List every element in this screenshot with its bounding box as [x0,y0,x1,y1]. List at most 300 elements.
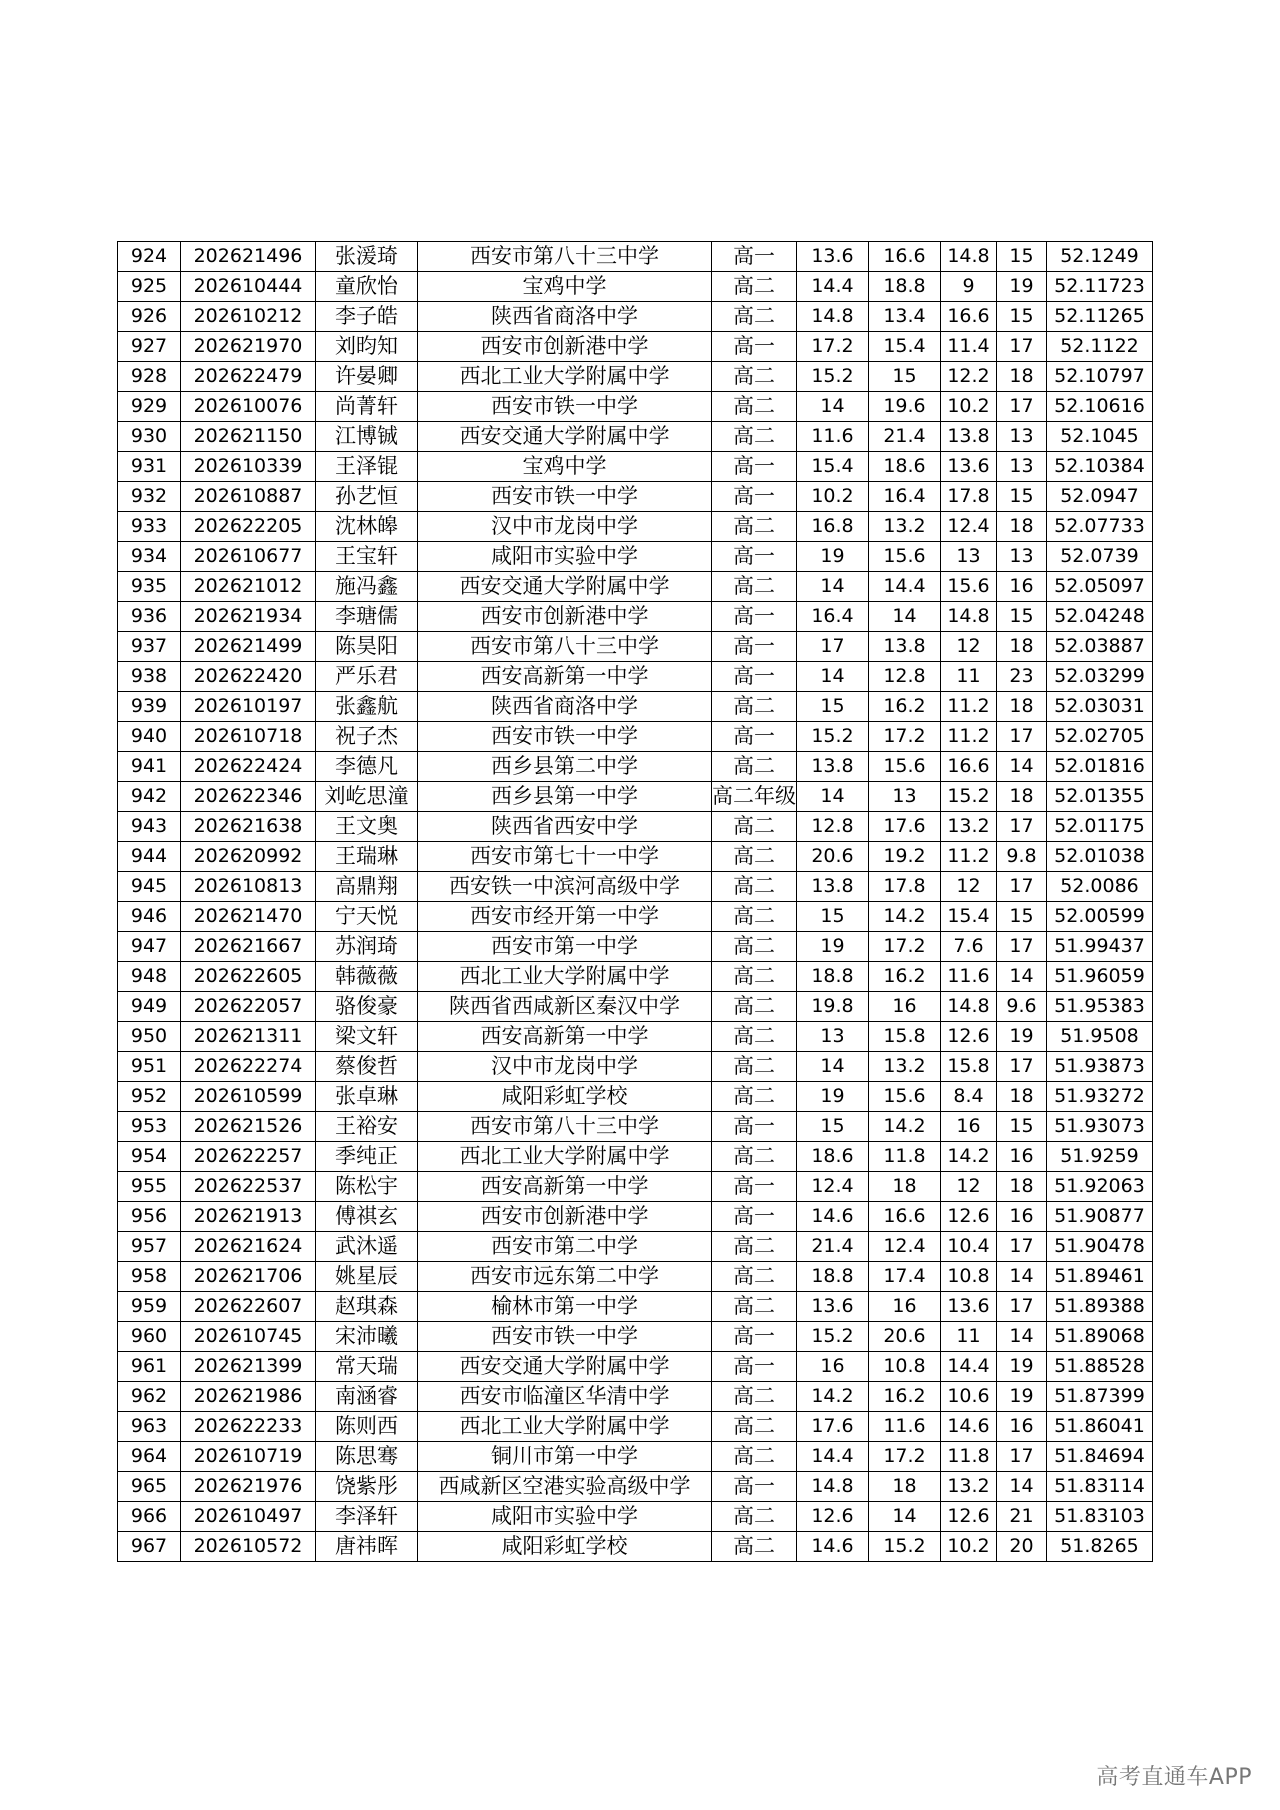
name-cell: 韩薇薇 [316,962,418,992]
score-4-cell: 19 [997,1022,1047,1052]
school-cell: 西北工业大学附属中学 [418,962,712,992]
score-2-cell: 17.8 [869,872,941,902]
grade-cell: 高二 [712,1532,797,1562]
name-cell: 李泽轩 [316,1502,418,1532]
name-cell: 陈则西 [316,1412,418,1442]
score-4-cell: 14 [997,1472,1047,1502]
score-3-cell: 12 [941,872,997,902]
score-1-cell: 15.2 [797,1322,869,1352]
id-cell: 202610339 [181,452,316,482]
score-4-cell: 17 [997,1442,1047,1472]
score-1-cell: 15 [797,692,869,722]
table-row [118,452,1153,482]
id-cell: 202621311 [181,1022,316,1052]
score-3-cell: 13.2 [941,812,997,842]
school-cell: 西安市创新港中学 [418,1202,712,1232]
school-cell: 西安市第八十三中学 [418,242,712,272]
name-cell: 陈松宇 [316,1172,418,1202]
score-2-cell: 15.2 [869,1532,941,1562]
score-1-cell: 19.8 [797,992,869,1022]
score-1-cell: 15.2 [797,722,869,752]
score-4-cell: 14 [997,752,1047,782]
total-score-cell: 51.92063 [1047,1172,1153,1202]
school-cell: 西安市铁一中学 [418,482,712,512]
grade-cell: 高一 [712,1172,797,1202]
score-2-cell: 12.8 [869,662,941,692]
table-row [118,1052,1153,1082]
score-1-cell: 14.6 [797,1532,869,1562]
id-cell: 202610813 [181,872,316,902]
score-4-cell: 17 [997,932,1047,962]
score-4-cell: 13 [997,542,1047,572]
score-2-cell: 18 [869,1472,941,1502]
score-3-cell: 12.6 [941,1202,997,1232]
rank-cell: 960 [118,1322,181,1352]
table-row [118,392,1153,422]
grade-cell: 高一 [712,1322,797,1352]
school-cell: 西安市创新港中学 [418,332,712,362]
score-3-cell: 14.8 [941,602,997,632]
score-2-cell: 21.4 [869,422,941,452]
name-cell: 蔡俊哲 [316,1052,418,1082]
score-4-cell: 17 [997,392,1047,422]
rank-cell: 964 [118,1442,181,1472]
score-4-cell: 15 [997,242,1047,272]
grade-cell: 高二 [712,1292,797,1322]
score-3-cell: 14.2 [941,1142,997,1172]
id-cell: 202622205 [181,512,316,542]
school-cell: 咸阳市实验中学 [418,542,712,572]
score-2-cell: 18.6 [869,452,941,482]
score-2-cell: 14.4 [869,572,941,602]
grade-cell: 高二 [712,812,797,842]
school-cell: 西安市远东第二中学 [418,1262,712,1292]
total-score-cell: 52.11723 [1047,272,1153,302]
score-3-cell: 14.8 [941,242,997,272]
school-cell: 西安市第一中学 [418,932,712,962]
grade-cell: 高一 [712,482,797,512]
grade-cell: 高二 [712,992,797,1022]
table-row [118,302,1153,332]
name-cell: 王宝轩 [316,542,418,572]
school-cell: 西安交通大学附属中学 [418,1352,712,1382]
score-1-cell: 14 [797,392,869,422]
score-4-cell: 18 [997,1172,1047,1202]
score-2-cell: 20.6 [869,1322,941,1352]
score-4-cell: 16 [997,1142,1047,1172]
grade-cell: 高二 [712,1442,797,1472]
score-3-cell: 12 [941,1172,997,1202]
rank-cell: 952 [118,1082,181,1112]
score-4-cell: 14 [997,962,1047,992]
score-1-cell: 12.4 [797,1172,869,1202]
score-2-cell: 15 [869,362,941,392]
grade-cell: 高一 [712,452,797,482]
score-4-cell: 18 [997,512,1047,542]
id-cell: 202621970 [181,332,316,362]
name-cell: 许晏卿 [316,362,418,392]
grade-cell: 高二 [712,1052,797,1082]
name-cell: 李德凡 [316,752,418,782]
id-cell: 202622420 [181,662,316,692]
school-cell: 西安高新第一中学 [418,1022,712,1052]
score-3-cell: 11.2 [941,842,997,872]
score-1-cell: 18.8 [797,962,869,992]
id-cell: 202610677 [181,542,316,572]
total-score-cell: 52.1122 [1047,332,1153,362]
school-cell: 铜川市第一中学 [418,1442,712,1472]
name-cell: 宁天悦 [316,902,418,932]
total-score-cell: 52.01816 [1047,752,1153,782]
score-2-cell: 16 [869,1292,941,1322]
name-cell: 饶紫彤 [316,1472,418,1502]
id-cell: 202610745 [181,1322,316,1352]
table-row [118,812,1153,842]
table-row [118,752,1153,782]
school-cell: 榆林市第一中学 [418,1292,712,1322]
total-score-cell: 52.00599 [1047,902,1153,932]
score-1-cell: 19 [797,542,869,572]
score-4-cell: 18 [997,362,1047,392]
rank-cell: 945 [118,872,181,902]
rank-cell: 925 [118,272,181,302]
id-cell: 202610497 [181,1502,316,1532]
total-score-cell: 52.1045 [1047,422,1153,452]
id-cell: 202610076 [181,392,316,422]
name-cell: 张卓琳 [316,1082,418,1112]
score-2-cell: 13.2 [869,1052,941,1082]
id-cell: 202621667 [181,932,316,962]
school-cell: 西乡县第二中学 [418,752,712,782]
score-3-cell: 11.2 [941,692,997,722]
school-cell: 西安交通大学附属中学 [418,422,712,452]
total-score-cell: 52.10616 [1047,392,1153,422]
table-row [118,662,1153,692]
score-4-cell: 14 [997,1262,1047,1292]
id-cell: 202621638 [181,812,316,842]
score-3-cell: 10.2 [941,1532,997,1562]
school-cell: 汉中市龙岗中学 [418,512,712,542]
rank-cell: 953 [118,1112,181,1142]
id-cell: 202622479 [181,362,316,392]
score-1-cell: 14.4 [797,1442,869,1472]
score-1-cell: 14 [797,662,869,692]
score-2-cell: 15.8 [869,1022,941,1052]
table-row [118,512,1153,542]
id-cell: 202621986 [181,1382,316,1412]
score-2-cell: 13.4 [869,302,941,332]
table-row [118,722,1153,752]
score-1-cell: 16.8 [797,512,869,542]
school-cell: 西安市临潼区华清中学 [418,1382,712,1412]
score-1-cell: 16 [797,1352,869,1382]
rank-cell: 938 [118,662,181,692]
school-cell: 汉中市龙岗中学 [418,1052,712,1082]
total-score-cell: 52.03299 [1047,662,1153,692]
score-1-cell: 14.8 [797,302,869,332]
rank-cell: 966 [118,1502,181,1532]
score-3-cell: 12 [941,632,997,662]
name-cell: 姚星辰 [316,1262,418,1292]
score-4-cell: 23 [997,662,1047,692]
grade-cell: 高二 [712,272,797,302]
rank-cell: 961 [118,1352,181,1382]
rank-cell: 939 [118,692,181,722]
grade-cell: 高二 [712,1022,797,1052]
grade-cell: 高二 [712,932,797,962]
school-cell: 西安市第七十一中学 [418,842,712,872]
table-row [118,1412,1153,1442]
total-score-cell: 52.01175 [1047,812,1153,842]
score-3-cell: 16.6 [941,752,997,782]
id-cell: 202610572 [181,1532,316,1562]
school-cell: 西咸新区空港实验高级中学 [418,1472,712,1502]
score-4-cell: 16 [997,1412,1047,1442]
grade-cell: 高二 [712,422,797,452]
grade-cell: 高二 [712,362,797,392]
rank-cell: 944 [118,842,181,872]
score-4-cell: 15 [997,482,1047,512]
id-cell: 202621913 [181,1202,316,1232]
total-score-cell: 51.86041 [1047,1412,1153,1442]
score-2-cell: 14.2 [869,902,941,932]
score-2-cell: 15.4 [869,332,941,362]
score-1-cell: 14 [797,1052,869,1082]
name-cell: 祝子杰 [316,722,418,752]
score-2-cell: 18.8 [869,272,941,302]
total-score-cell: 51.93272 [1047,1082,1153,1112]
total-score-cell: 52.10797 [1047,362,1153,392]
total-score-cell: 52.0086 [1047,872,1153,902]
name-cell: 陈思骞 [316,1442,418,1472]
id-cell: 202622346 [181,782,316,812]
total-score-cell: 52.01038 [1047,842,1153,872]
grade-cell: 高一 [712,332,797,362]
score-3-cell: 12.6 [941,1022,997,1052]
score-1-cell: 18.6 [797,1142,869,1172]
name-cell: 赵琪森 [316,1292,418,1322]
score-1-cell: 16.4 [797,602,869,632]
rank-cell: 934 [118,542,181,572]
school-cell: 西安交通大学附属中学 [418,572,712,602]
id-cell: 202622424 [181,752,316,782]
table-row [118,842,1153,872]
table-row [118,1112,1153,1142]
score-3-cell: 14.4 [941,1352,997,1382]
grade-cell: 高二 [712,1262,797,1292]
name-cell: 严乐君 [316,662,418,692]
score-1-cell: 15 [797,902,869,932]
score-3-cell: 13.6 [941,452,997,482]
total-score-cell: 52.0947 [1047,482,1153,512]
score-3-cell: 11.8 [941,1442,997,1472]
table-row [118,482,1153,512]
id-cell: 202620992 [181,842,316,872]
grade-cell: 高二 [712,1142,797,1172]
total-score-cell: 52.11265 [1047,302,1153,332]
score-4-cell: 17 [997,722,1047,752]
score-2-cell: 11.6 [869,1412,941,1442]
id-cell: 202621624 [181,1232,316,1262]
table-row [118,782,1153,812]
school-cell: 西安市创新港中学 [418,602,712,632]
total-score-cell: 52.01355 [1047,782,1153,812]
grade-cell: 高二 [712,1232,797,1262]
table-row [118,542,1153,572]
score-3-cell: 9 [941,272,997,302]
score-1-cell: 10.2 [797,482,869,512]
id-cell: 202621150 [181,422,316,452]
name-cell: 苏润琦 [316,932,418,962]
score-2-cell: 17.4 [869,1262,941,1292]
table-row [118,692,1153,722]
score-2-cell: 16 [869,992,941,1022]
score-1-cell: 18.8 [797,1262,869,1292]
rank-cell: 950 [118,1022,181,1052]
rank-cell: 924 [118,242,181,272]
rank-cell: 967 [118,1532,181,1562]
total-score-cell: 52.05097 [1047,572,1153,602]
table-row [118,1232,1153,1262]
score-3-cell: 10.6 [941,1382,997,1412]
school-cell: 西乡县第一中学 [418,782,712,812]
school-cell: 宝鸡中学 [418,272,712,302]
total-score-cell: 52.02705 [1047,722,1153,752]
id-cell: 202621470 [181,902,316,932]
name-cell: 王文奥 [316,812,418,842]
table-row [118,572,1153,602]
total-score-cell: 52.03887 [1047,632,1153,662]
score-4-cell: 16 [997,1202,1047,1232]
watermark-text: 高考直通车APP [1096,1765,1252,1790]
table-row [118,1352,1153,1382]
grade-cell: 高二 [712,572,797,602]
name-cell: 沈林皞 [316,512,418,542]
grade-cell: 高一 [712,242,797,272]
grade-cell: 高二 [712,902,797,932]
score-1-cell: 17 [797,632,869,662]
total-score-cell: 52.10384 [1047,452,1153,482]
grade-cell: 高一 [712,1112,797,1142]
grade-cell: 高二 [712,1382,797,1412]
score-3-cell: 11 [941,662,997,692]
score-2-cell: 16.6 [869,242,941,272]
score-1-cell: 12.6 [797,1502,869,1532]
table-row [118,1142,1153,1172]
table-row [118,1082,1153,1112]
school-cell: 陕西省商洛中学 [418,692,712,722]
score-2-cell: 16.2 [869,1382,941,1412]
total-score-cell: 52.04248 [1047,602,1153,632]
score-1-cell: 14 [797,572,869,602]
table-row [118,422,1153,452]
table-row [118,242,1153,272]
rank-cell: 957 [118,1232,181,1262]
score-1-cell: 12.8 [797,812,869,842]
rank-cell: 962 [118,1382,181,1412]
grade-cell: 高一 [712,722,797,752]
score-1-cell: 11.6 [797,422,869,452]
name-cell: 江博铖 [316,422,418,452]
grade-cell: 高二 [712,1502,797,1532]
grade-cell: 高二 [712,872,797,902]
name-cell: 刘屹思潼 [316,782,418,812]
score-2-cell: 14 [869,1502,941,1532]
id-cell: 202610599 [181,1082,316,1112]
score-3-cell: 10.2 [941,392,997,422]
name-cell: 常天瑞 [316,1352,418,1382]
score-2-cell: 19.2 [869,842,941,872]
total-score-cell: 51.93873 [1047,1052,1153,1082]
id-cell: 202622057 [181,992,316,1022]
id-cell: 202621526 [181,1112,316,1142]
id-cell: 202621399 [181,1352,316,1382]
score-1-cell: 17.6 [797,1412,869,1442]
grade-cell: 高二 [712,692,797,722]
table-row [118,962,1153,992]
score-1-cell: 13.6 [797,242,869,272]
rank-cell: 927 [118,332,181,362]
score-1-cell: 13.6 [797,1292,869,1322]
score-4-cell: 15 [997,602,1047,632]
table-row [118,362,1153,392]
total-score-cell: 51.87399 [1047,1382,1153,1412]
name-cell: 施冯鑫 [316,572,418,602]
score-3-cell: 10.8 [941,1262,997,1292]
rank-cell: 936 [118,602,181,632]
id-cell: 202610444 [181,272,316,302]
school-cell: 西安高新第一中学 [418,1172,712,1202]
score-3-cell: 12.2 [941,362,997,392]
score-4-cell: 9.8 [997,842,1047,872]
score-1-cell: 14.4 [797,272,869,302]
score-4-cell: 13 [997,452,1047,482]
name-cell: 王裕安 [316,1112,418,1142]
score-3-cell: 8.4 [941,1082,997,1112]
id-cell: 202621976 [181,1472,316,1502]
score-4-cell: 15 [997,302,1047,332]
total-score-cell: 51.83103 [1047,1502,1153,1532]
total-score-cell: 51.83114 [1047,1472,1153,1502]
total-score-cell: 51.88528 [1047,1352,1153,1382]
rank-cell: 928 [118,362,181,392]
rank-cell: 965 [118,1472,181,1502]
score-2-cell: 10.8 [869,1352,941,1382]
id-cell: 202610197 [181,692,316,722]
score-3-cell: 15.2 [941,782,997,812]
table-row [118,632,1153,662]
score-2-cell: 18 [869,1172,941,1202]
score-4-cell: 17 [997,1292,1047,1322]
rank-cell: 949 [118,992,181,1022]
table-row [118,272,1153,302]
total-score-cell: 52.0739 [1047,542,1153,572]
school-cell: 西安市铁一中学 [418,722,712,752]
score-4-cell: 16 [997,572,1047,602]
score-2-cell: 14 [869,602,941,632]
score-2-cell: 11.8 [869,1142,941,1172]
total-score-cell: 51.89388 [1047,1292,1153,1322]
score-3-cell: 15.8 [941,1052,997,1082]
rank-cell: 958 [118,1262,181,1292]
name-cell: 唐祎晖 [316,1532,418,1562]
grade-cell: 高一 [712,1352,797,1382]
id-cell: 202621496 [181,242,316,272]
school-cell: 陕西省西安中学 [418,812,712,842]
table-row [118,1442,1153,1472]
score-4-cell: 17 [997,1232,1047,1262]
school-cell: 陕西省西咸新区秦汉中学 [418,992,712,1022]
